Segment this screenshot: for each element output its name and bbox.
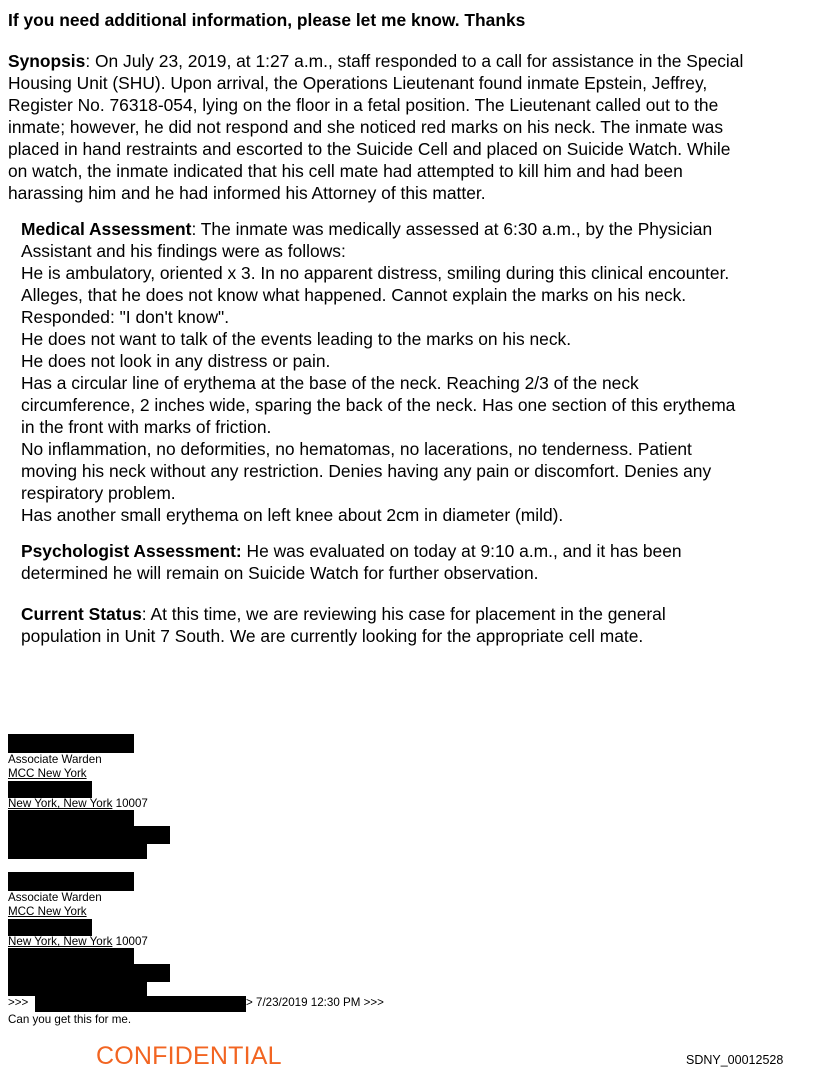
signature-title-1: Associate Warden (8, 753, 102, 766)
medical-line-5: Responded: "I don't know". (21, 307, 230, 327)
medical-line-6: He does not want to talk of the events leading to the marks on his neck. (21, 329, 572, 349)
redaction-bar (35, 996, 246, 1012)
synopsis-line-2: Housing Unit (SHU). Upon arrival, the Operations Lieutenant found inmate Epstein, Jeffrey, (8, 73, 708, 93)
status-heading: Current Status (21, 604, 142, 624)
synopsis-line-3: Register No. 76318-054, lying on the floor in a fetal position. The Lieutenant called out to the (8, 95, 719, 115)
redaction-bar (8, 964, 170, 982)
medical-assessment-paragraph (21, 218, 735, 526)
medical-line-2: Assistant and his findings were as follows: (21, 241, 346, 261)
synopsis-line-4: inmate; however, he did not respond and she noticed red marks on his neck. The inmate was (8, 117, 724, 137)
synopsis-line-6: on watch, the inmate indicated that his cell mate had attempted to kill him and had been (8, 161, 683, 181)
redaction-bar (8, 826, 170, 844)
medical-line-11: No inflammation, no deformities, no hematomas, no lacerations, no tenderness. Patient (21, 439, 692, 459)
medical-line-1: Medical Assessment: The inmate was medically assessed at 6:30 a.m., by the Physician (21, 219, 713, 239)
signature-org-1: MCC New York (8, 767, 87, 780)
medical-line-10: in the front with marks of friction. (21, 417, 272, 437)
forward-timestamp: > 7/23/2019 12:30 PM >>> (246, 996, 384, 1009)
medical-line-8: Has a circular line of erythema at the base of the neck. Reaching 2/3 of the neck (21, 373, 639, 393)
medical-line-12: moving his neck without any restriction. Denies having any pain or discomfort. Denies any (21, 461, 712, 481)
psych-line-2: determined he will remain on Suicide Watch for further observation. (21, 563, 539, 583)
signature-title-2: Associate Warden (8, 891, 102, 904)
signature-address-1 (8, 797, 148, 811)
signature-zip-2: 10007 (112, 935, 148, 948)
redaction-bar (8, 810, 134, 826)
medical-line-9: circumference, 2 inches wide, sparing the back of the neck. Has one section of this erythema (21, 395, 736, 415)
redaction-bar (8, 948, 134, 964)
signature-org-2: MCC New York (8, 905, 87, 918)
psych-line-1: Psychologist Assessment: He was evaluated on today at 9:10 a.m., and it has been (21, 541, 682, 561)
current-status-paragraph (21, 603, 666, 647)
medical-line-13: respiratory problem. (21, 483, 176, 503)
confidential-stamp: CONFIDENTIAL (96, 1042, 282, 1070)
medical-line-3: He is ambulatory, oriented x 3. In no apparent distress, smiling during this clinical encounter. (21, 263, 730, 283)
bates-number: SDNY_00012528 (686, 1053, 784, 1067)
status-line-1: Current Status: At this time, we are reviewing his case for placement in the general (21, 604, 666, 624)
synopsis-line-5: placed in hand restraints and escorted to the Suicide Cell and placed on Suicide Watch. While (8, 139, 731, 159)
signature-city-1: New York, New York (8, 797, 113, 810)
signature-zip-1: 10007 (112, 797, 148, 810)
medical-line-4: Alleges, that he does not know what happened. Cannot explain the marks on his neck. (21, 285, 687, 305)
redaction-bar (8, 734, 134, 753)
redaction-bar (8, 872, 134, 891)
medical-line-7: He does not look in any distress or pain. (21, 351, 331, 371)
redaction-bar (8, 919, 92, 936)
status-line-2: population in Unit 7 South. We are currently looking for the appropriate cell mate. (21, 626, 644, 646)
medical-heading: Medical Assessment (21, 219, 192, 239)
signature-city-2: New York, New York (8, 935, 113, 948)
signature-address-2 (8, 935, 148, 949)
synopsis-line-7: harassing him and he had informed his Attorney of this matter. (8, 183, 486, 203)
medical-line-14: Has another small erythema on left knee about 2cm in diameter (mild). (21, 505, 564, 525)
redaction-bar (8, 781, 92, 798)
redaction-bar (8, 982, 147, 996)
intro-line: If you need additional information, please let me know. Thanks (8, 10, 526, 30)
forward-prefix: >>> (8, 996, 29, 1009)
forward-message: Can you get this for me. (8, 1013, 132, 1026)
redaction-bar (8, 844, 147, 859)
synopsis-line-1: Synopsis: On July 23, 2019, at 1:27 a.m., staff responded to a call for assistance in the Special (8, 51, 744, 71)
synopsis-paragraph (8, 50, 743, 204)
psych-heading: Psychologist Assessment: (21, 541, 242, 561)
synopsis-heading: Synopsis (8, 51, 86, 71)
psychologist-assessment-paragraph (21, 540, 682, 584)
